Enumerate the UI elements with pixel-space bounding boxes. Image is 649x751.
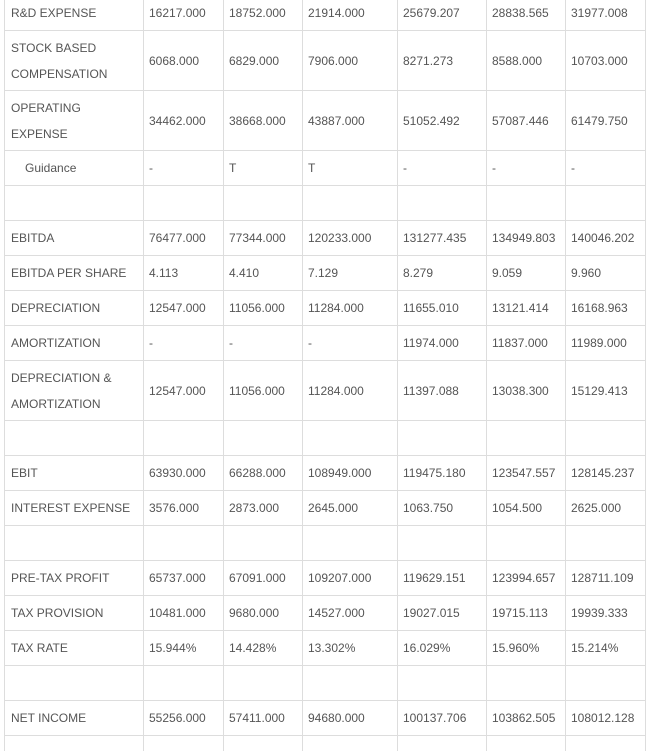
value-cell: 128711.109: [566, 561, 646, 596]
value-cell: 119475.180: [398, 456, 487, 491]
table-row: [5, 291, 646, 326]
value-cell: 4.410: [224, 256, 303, 291]
row-label: [5, 421, 144, 456]
value-cell: 43887.000: [303, 91, 398, 151]
value-cell: -: [224, 326, 303, 361]
row-label: AMORTIZATION: [5, 326, 144, 361]
value-cell: 18752.000: [224, 0, 303, 31]
table-row: [5, 456, 646, 491]
row-label: STOCK BASED COMPENSATION: [5, 31, 144, 91]
value-cell: 8588.000: [487, 31, 566, 91]
value-cell: 57087.446: [487, 91, 566, 151]
value-cell: -: [398, 151, 487, 186]
value-cell: 13.302%: [303, 631, 398, 666]
value-cell: 13121.414: [487, 291, 566, 326]
value-cell: 100137.706: [398, 701, 487, 736]
value-cell: [487, 736, 566, 751]
value-cell: 11284.000: [303, 291, 398, 326]
value-cell: [303, 421, 398, 456]
table-row: [5, 221, 646, 256]
value-cell: 55256.000: [144, 701, 224, 736]
table-row: [5, 631, 646, 666]
table-row: [5, 421, 646, 456]
row-label: [5, 736, 144, 751]
value-cell: 140046.202: [566, 221, 646, 256]
value-cell: 94680.000: [303, 701, 398, 736]
row-label: NET INCOME: [5, 701, 144, 736]
value-cell: [398, 186, 487, 221]
value-cell: 63930.000: [144, 456, 224, 491]
value-cell: [224, 186, 303, 221]
table-row: [5, 561, 646, 596]
value-cell: 1063.750: [398, 491, 487, 526]
value-cell: 16168.963: [566, 291, 646, 326]
value-cell: 19027.015: [398, 596, 487, 631]
value-cell: 11837.000: [487, 326, 566, 361]
value-cell: 119629.151: [398, 561, 487, 596]
value-cell: 57411.000: [224, 701, 303, 736]
value-cell: 14527.000: [303, 596, 398, 631]
table-row: [5, 326, 646, 361]
value-cell: 11056.000: [224, 361, 303, 421]
value-cell: [566, 526, 646, 561]
value-cell: T: [224, 151, 303, 186]
value-cell: 12547.000: [144, 361, 224, 421]
value-cell: 34462.000: [144, 91, 224, 151]
value-cell: [224, 421, 303, 456]
row-label: PRE-TAX PROFIT: [5, 561, 144, 596]
value-cell: 11056.000: [224, 291, 303, 326]
value-cell: [303, 186, 398, 221]
value-cell: 61479.750: [566, 91, 646, 151]
value-cell: 134949.803: [487, 221, 566, 256]
value-cell: 131277.435: [398, 221, 487, 256]
value-cell: 15.944%: [144, 631, 224, 666]
value-cell: 15.960%: [487, 631, 566, 666]
row-label: [5, 526, 144, 561]
value-cell: [487, 526, 566, 561]
value-cell: 4.113: [144, 256, 224, 291]
value-cell: 15129.413: [566, 361, 646, 421]
financial-table: [4, 0, 646, 751]
value-cell: 3576.000: [144, 491, 224, 526]
value-cell: 13038.300: [487, 361, 566, 421]
value-cell: [144, 736, 224, 751]
value-cell: [398, 666, 487, 701]
value-cell: [398, 736, 487, 751]
table-row: [5, 256, 646, 291]
row-label: EBIT: [5, 456, 144, 491]
value-cell: 120233.000: [303, 221, 398, 256]
value-cell: 19939.333: [566, 596, 646, 631]
row-label: R&D EXPENSE: [5, 0, 144, 31]
row-label: [5, 186, 144, 221]
value-cell: 16.029%: [398, 631, 487, 666]
value-cell: -: [144, 326, 224, 361]
value-cell: [144, 186, 224, 221]
row-label: TAX PROVISION: [5, 596, 144, 631]
value-cell: 103862.505: [487, 701, 566, 736]
value-cell: [303, 526, 398, 561]
value-cell: 67091.000: [224, 561, 303, 596]
row-label: EBITDA PER SHARE: [5, 256, 144, 291]
value-cell: -: [566, 151, 646, 186]
value-cell: -: [303, 326, 398, 361]
value-cell: 65737.000: [144, 561, 224, 596]
table-row: [5, 596, 646, 631]
row-label: TAX RATE: [5, 631, 144, 666]
value-cell: 14.428%: [224, 631, 303, 666]
table-row: [5, 736, 646, 751]
value-cell: 31977.008: [566, 0, 646, 31]
value-cell: 10481.000: [144, 596, 224, 631]
value-cell: -: [487, 151, 566, 186]
value-cell: [303, 736, 398, 751]
value-cell: 2625.000: [566, 491, 646, 526]
value-cell: 9.059: [487, 256, 566, 291]
value-cell: [224, 736, 303, 751]
value-cell: 123994.657: [487, 561, 566, 596]
value-cell: 9680.000: [224, 596, 303, 631]
value-cell: [303, 666, 398, 701]
value-cell: 38668.000: [224, 91, 303, 151]
value-cell: 7.129: [303, 256, 398, 291]
value-cell: 128145.237: [566, 456, 646, 491]
row-label: EBITDA: [5, 221, 144, 256]
value-cell: [398, 526, 487, 561]
value-cell: 109207.000: [303, 561, 398, 596]
value-cell: 8271.273: [398, 31, 487, 91]
table-row: [5, 666, 646, 701]
table-row: [5, 491, 646, 526]
value-cell: 16217.000: [144, 0, 224, 31]
value-cell: 11655.010: [398, 291, 487, 326]
value-cell: 10703.000: [566, 31, 646, 91]
row-label: OPERATING EXPENSE: [5, 91, 144, 151]
table-row: [5, 91, 646, 151]
table-row: [5, 701, 646, 736]
value-cell: 1054.500: [487, 491, 566, 526]
table-row: [5, 186, 646, 221]
value-cell: 15.214%: [566, 631, 646, 666]
value-cell: T: [303, 151, 398, 186]
value-cell: [144, 666, 224, 701]
value-cell: 11974.000: [398, 326, 487, 361]
value-cell: [566, 666, 646, 701]
value-cell: [566, 421, 646, 456]
table-row: [5, 31, 646, 91]
value-cell: -: [144, 151, 224, 186]
value-cell: 11284.000: [303, 361, 398, 421]
value-cell: 6829.000: [224, 31, 303, 91]
value-cell: 11397.088: [398, 361, 487, 421]
table-row: [5, 361, 646, 421]
value-cell: 28838.565: [487, 0, 566, 31]
value-cell: 9.960: [566, 256, 646, 291]
value-cell: 2645.000: [303, 491, 398, 526]
row-label: INTEREST EXPENSE: [5, 491, 144, 526]
table-row: [5, 526, 646, 561]
row-label: Guidance: [5, 151, 144, 186]
value-cell: 11989.000: [566, 326, 646, 361]
value-cell: [224, 666, 303, 701]
value-cell: 123547.557: [487, 456, 566, 491]
row-label: [5, 666, 144, 701]
value-cell: [398, 421, 487, 456]
value-cell: 66288.000: [224, 456, 303, 491]
value-cell: [566, 186, 646, 221]
value-cell: 12547.000: [144, 291, 224, 326]
value-cell: 51052.492: [398, 91, 487, 151]
table-row: [5, 0, 646, 31]
value-cell: [487, 421, 566, 456]
value-cell: 7906.000: [303, 31, 398, 91]
value-cell: 19715.113: [487, 596, 566, 631]
value-cell: 25679.207: [398, 0, 487, 31]
value-cell: 108012.128: [566, 701, 646, 736]
value-cell: [566, 736, 646, 751]
row-label: DEPRECIATION: [5, 291, 144, 326]
value-cell: [144, 526, 224, 561]
value-cell: [487, 186, 566, 221]
value-cell: 2873.000: [224, 491, 303, 526]
value-cell: 21914.000: [303, 0, 398, 31]
value-cell: 77344.000: [224, 221, 303, 256]
table-row: [5, 151, 646, 186]
value-cell: 108949.000: [303, 456, 398, 491]
table-body: [5, 0, 646, 751]
value-cell: 6068.000: [144, 31, 224, 91]
value-cell: [487, 666, 566, 701]
row-label: DEPRECIATION & AMORTIZATION: [5, 361, 144, 421]
value-cell: [144, 421, 224, 456]
value-cell: 76477.000: [144, 221, 224, 256]
value-cell: 8.279: [398, 256, 487, 291]
value-cell: [224, 526, 303, 561]
